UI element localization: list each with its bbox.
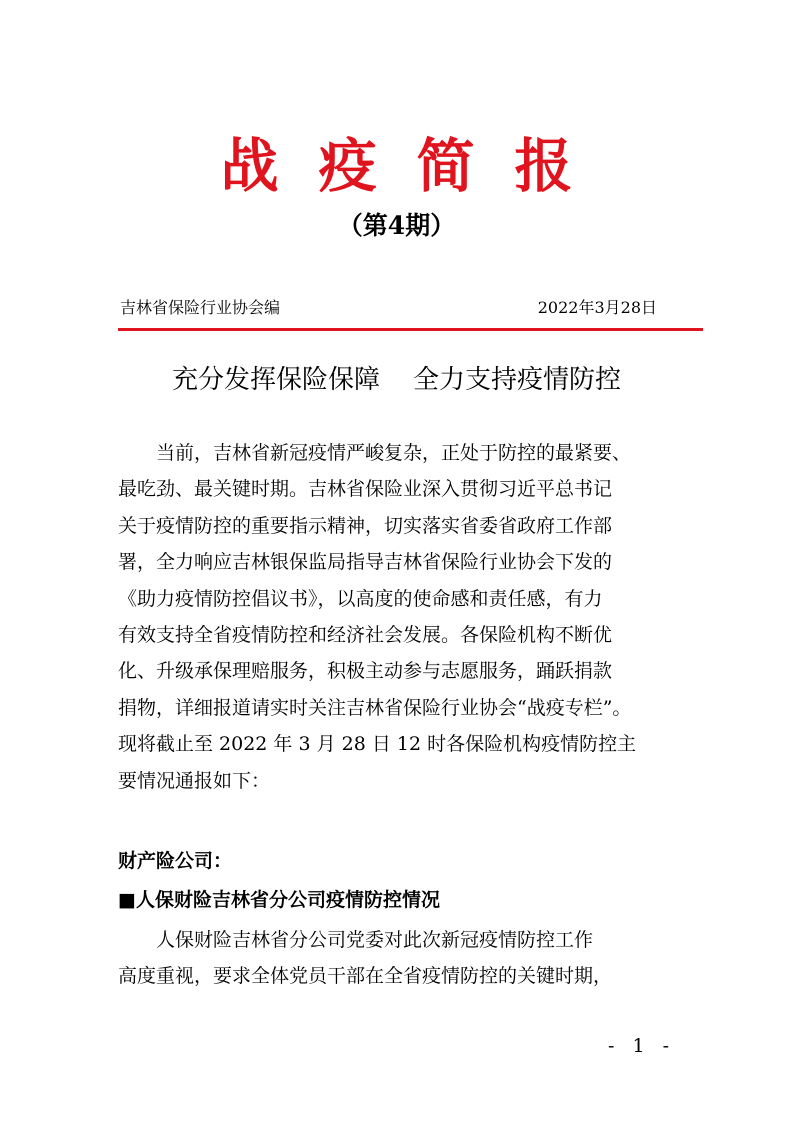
publisher: 吉林省保险行业协会编 — [120, 298, 281, 317]
publish-date: 2022年3月28日 — [537, 298, 657, 317]
paragraph-line: 当前，吉林省新冠疫情严峻复杂，正处于防控的最紧要、 — [118, 442, 632, 464]
paragraph-line: 现将截止至 2022 年 3 月 28 日 12 时各保险机构疫情防控主 — [118, 733, 637, 756]
sub-heading: ■人保财险吉林省分公司疫情防控情况 — [118, 889, 440, 911]
article-headline: 充分发挥保险保障 全力支持疫情防控 — [171, 365, 622, 395]
paragraph-line: 关于疫情防控的重要指示精神，切实落实省委省政府工作部 — [118, 514, 613, 537]
paragraph-line: 有效支持全省疫情防控和经济社会发展。各保险机构不断优 — [118, 623, 613, 646]
section-label: 财产险公司： — [118, 850, 233, 872]
issue-number: （第4期） — [337, 211, 456, 240]
paragraph-line: 高度重视，要求全体党员干部在全省疫情防控的关键时期， — [118, 965, 613, 988]
paragraph-line: 要情况通报如下： — [118, 769, 271, 792]
paragraph-line: 最吃劲、最关键时期。吉林省保险业深入贯彻习近平总书记 — [118, 478, 613, 501]
section-paragraph — [118, 922, 674, 995]
page-number: - 1 - — [607, 1035, 675, 1057]
intro-paragraph — [118, 435, 674, 799]
paragraph-line: 署，全力响应吉林银保监局指导吉林省保险行业协会下发的 — [118, 551, 613, 574]
header-divider — [118, 328, 703, 331]
paragraph-line: 人保财险吉林省分公司党委对此次新冠疫情防控工作 — [118, 929, 594, 951]
paragraph-line: 捐物，详细报道请实时关注吉林省保险行业协会“战疫专栏”。 — [118, 696, 632, 719]
paragraph-line: 《助力疫情防控倡议书》，以高度的使命感和责任感，有力 — [118, 587, 603, 610]
paragraph-line: 化、升级承保理赔服务，积极主动参与志愿服务，踊跃捐款 — [118, 660, 613, 683]
newsletter-title: 战疫简报 — [220, 132, 613, 200]
